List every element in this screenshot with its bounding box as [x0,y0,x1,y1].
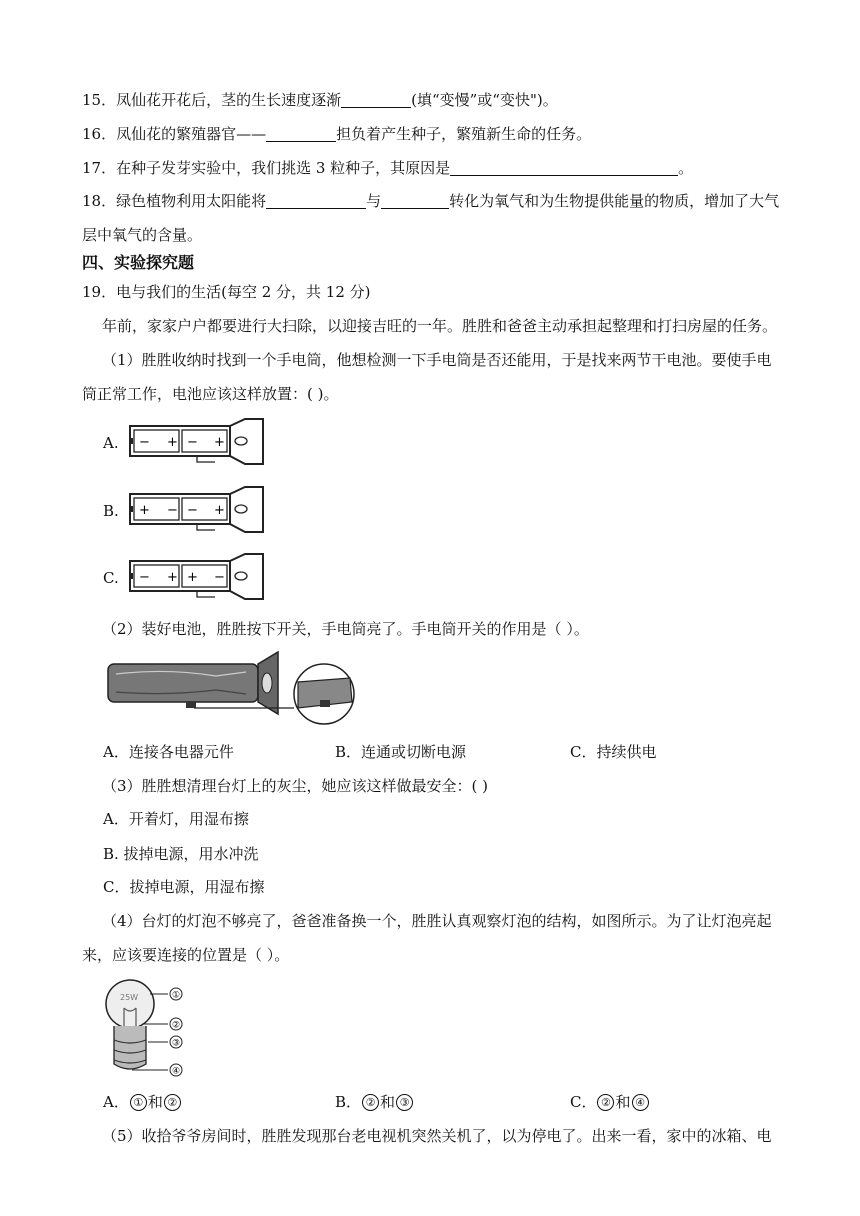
svg-text:+: + [139,503,150,518]
q18-blank-2[interactable] [381,192,449,209]
p2-option-a[interactable]: A．连接各电器元件 [103,743,234,761]
p3-option-b[interactable]: B. 拔掉电源，用水冲洗 [103,845,259,863]
q18-text: 18．绿色植物利用太阳能将 [82,192,267,210]
q19-part3: （3）胜胜想清理台灯上的灰尘，她应该这样做最安全：( ) [102,777,489,795]
q15-blank[interactable] [341,91,411,108]
section-title: 四、实验探究题 [82,253,195,272]
option-b-label[interactable]: B. [103,502,119,520]
p4-option-b-join: 和 [380,1093,396,1111]
p2-option-c[interactable]: C．持续供电 [570,743,657,761]
svg-text:−: − [214,570,225,585]
svg-text:25W: 25W [120,993,139,1002]
q19-part1-line2: 筒正常工作，电池应该这样放置：( )。 [82,385,339,403]
circled-number: ② [164,1094,181,1111]
q16-text: 16．凤仙花的繁殖器官—— [82,125,267,143]
svg-text:+: + [214,435,225,450]
bulb-label-2: ② [171,1020,181,1031]
svg-text:−: − [167,503,178,518]
flashlight-battery-a-image [127,418,267,468]
option-a-label[interactable]: A. [103,434,119,452]
q19-part1-line1: （1）胜胜收纳时找到一个手电筒，他想检测一下手电筒是否还能用，于是找来两节干电池。要使手电 [102,351,772,369]
p3-option-a[interactable]: A．开着灯，用湿布擦 [103,810,249,828]
q16-blank[interactable] [266,125,336,142]
svg-text:−: − [139,570,150,585]
q17-text: 17．在种子发芽实验中，我们挑选 3 粒种子，其原因是 [82,159,451,177]
svg-text:+: + [187,570,198,585]
circled-number: ② [597,1094,614,1111]
p3-option-c[interactable]: C．拔掉电源，用湿布擦 [103,878,265,896]
q15-suffix: (填“变慢”或“变快")。 [411,91,558,109]
q19-title: 19．电与我们的生活(每空 2 分，共 12 分) [82,283,371,301]
svg-text:−: − [187,503,198,518]
q17-suffix: 。 [678,159,694,177]
p4-option-b-letter: B． [335,1093,362,1111]
circled-number: ③ [396,1094,413,1111]
p4-option-c-join: 和 [615,1093,631,1111]
light-bulb-image [102,978,192,1078]
p4-option-b[interactable] [335,1091,414,1113]
q18-blank-1[interactable] [266,192,366,209]
p2-option-b[interactable]: B．连通或切断电源 [335,743,467,761]
question-17 [82,157,693,179]
svg-text:+: + [214,503,225,518]
q19-part2: （2）装好电池，胜胜按下开关，手电筒亮了。手电筒开关的作用是（ ）。 [102,620,589,638]
circled-number: ② [362,1094,379,1111]
p4-option-c[interactable] [570,1091,650,1113]
svg-text:+: + [167,435,178,450]
bulb-label-1: ① [171,990,181,1001]
flashlight-switch-image [106,650,356,730]
question-15 [82,89,558,111]
bulb-label-4: ④ [171,1066,181,1077]
q17-blank[interactable] [450,159,678,176]
svg-text:−: − [187,435,198,450]
q18-join: 与 [366,192,382,210]
q16-suffix: 担负着产生种子，繁殖新生命的任务。 [336,125,592,143]
bulb-label-3: ③ [171,1038,181,1049]
svg-text:−: − [139,435,150,450]
q18-line2: 层中氧气的含量。 [82,226,203,244]
q19-part4-line1: （4）台灯的灯泡不够亮了，爸爸准备换一个，胜胜认真观察灯泡的结构，如图所示。为了让灯泡亮起 [102,912,772,930]
p4-option-a-letter: A． [103,1093,129,1111]
option-c-label[interactable]: C. [103,569,119,587]
p4-option-a[interactable] [103,1091,182,1113]
circled-number: ④ [632,1094,649,1111]
q18-suffix: 转化为氧气和为生物提供能量的物质，增加了大气 [449,192,780,210]
circled-number: ① [130,1094,147,1111]
p4-option-a-join: 和 [147,1093,163,1111]
question-16 [82,123,591,145]
svg-text:+: + [167,570,178,585]
q15-text: 15．凤仙花开花后，茎的生长速度逐渐 [82,91,342,109]
q19-intro: 年前，家家户户都要进行大扫除，以迎接吉旺的一年。胜胜和爸爸主动承担起整理和打扫房屋的任务。 [102,317,778,335]
flashlight-battery-b-image [127,486,267,536]
q19-part4-line2: 来，应该要连接的位置是（ ）。 [82,946,290,964]
flashlight-battery-c-image [127,553,267,603]
p4-option-c-letter: C． [570,1093,597,1111]
q19-part5-line1: （5）收拾爷爷房间时，胜胜发现那台老电视机突然关机了，以为停电了。出来一看，家中的冰箱、电 [102,1127,772,1145]
question-18 [82,190,779,212]
